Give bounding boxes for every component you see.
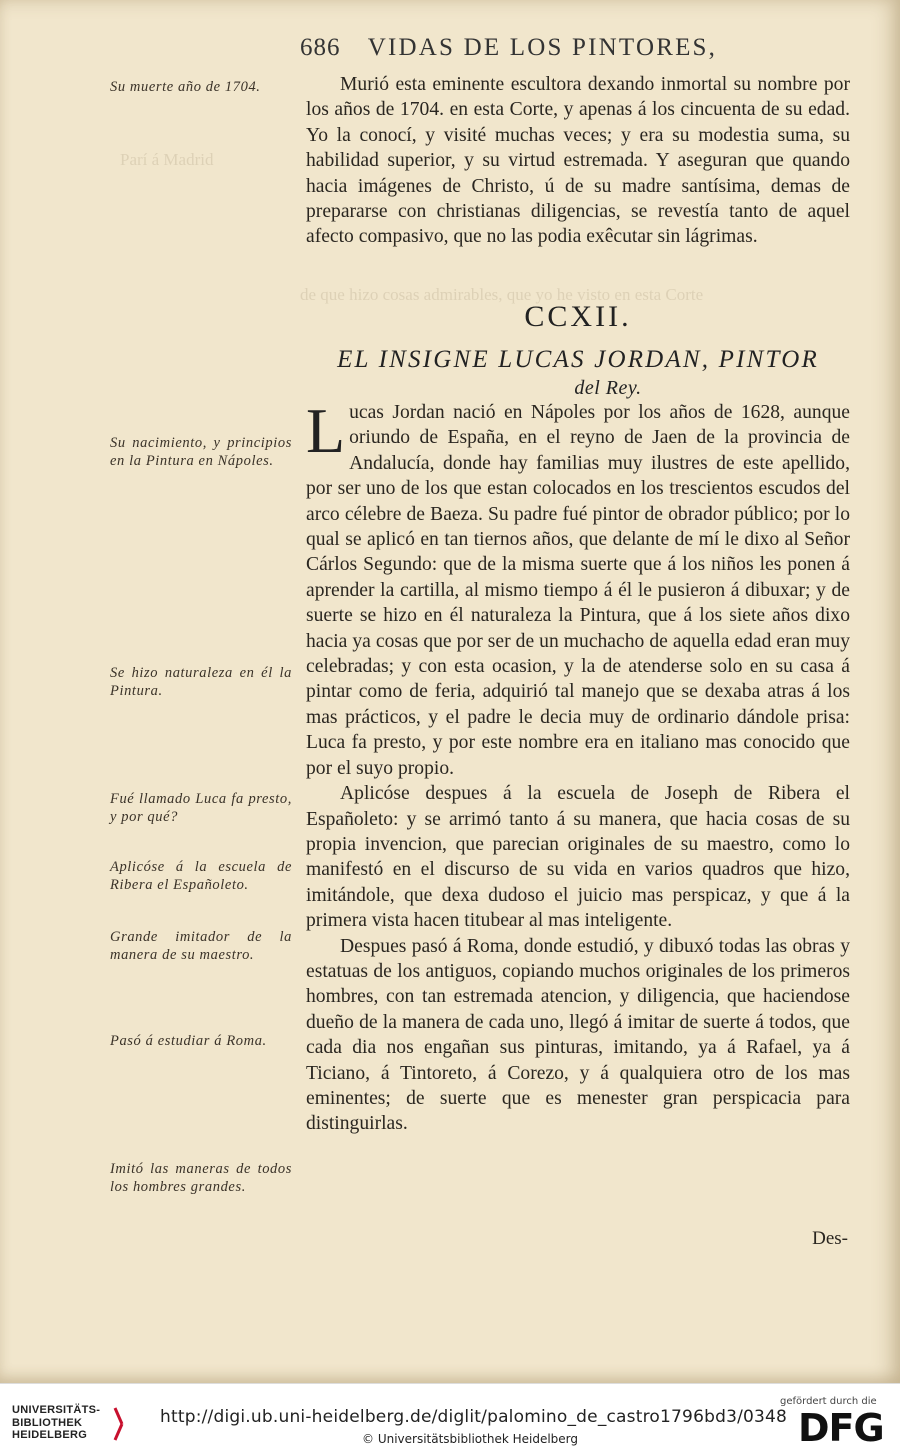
bleed-through-text: Parí á Madrid [120,150,214,169]
margin-note: Pasó á estudiar á Roma. [110,1033,267,1049]
section-subtitle: del Rey. [574,377,642,399]
dfg-logo: DFG [798,1406,884,1450]
section-title [306,346,850,402]
paragraph: Aplicóse despues á la escuela de Joseph de Ribera el Españoleto: y se arrimó tanto á su manera, que hacia cosas de su propia invencion, que parecian originales de su maestro, como lo manifestó en el discurso de su vida en varios quadros que hizo, imitándole, que dexa dudoso el juicio mas perspicaz, y que á la primera vista hacen titubear al mas inteligente. [306,783,850,932]
library-name-line: BIBLIOTHEK [12,1416,83,1429]
catchword: Des- [812,1228,848,1249]
text-block-main [306,395,850,1137]
running-title: VIDAS DE LOS PINTORES, [367,34,718,61]
section-number: CCXII. [524,300,632,333]
library-name [12,1404,100,1442]
text-block-top [306,72,850,250]
margin-note: Fué llamado Luca fa presto, y por qué? [110,791,292,825]
copyright-notice: © Universitätsbibliothek Heidelberg [362,1432,579,1446]
section-title-main: EL INSIGNE LUCAS JORDAN, PINTOR [337,346,819,373]
page-number: 686 [300,34,341,61]
library-name-line: HEIDELBERG [12,1429,88,1441]
running-header [300,34,717,62]
margin-note: Grande imitador de la manera de su maestro. [110,929,292,963]
margin-note: Aplicóse á la escuela de Ribera el Españoleto. [110,859,292,893]
margin-note: Imitó las maneras de todos los hombres grandes. [110,1161,292,1195]
paragraph: Murió esta eminente escultora dexando inmortal su nombre por los años de 1704. en esta Corte, y apenas á los cincuenta de su edad. Yo la conocí, y visité muchas veces; y era su modestia suma, su habilidad superior, y su virtud estremada. Y aseguran que quando hacia imágenes de Christo, ú de su madre santísima, demas de prepararse con christianas diligencias, se revestía tanto de aquel afecto compasivo, que no las podia exêcutar sin lágrimas. [306,74,850,248]
paragraph [306,395,850,781]
margin-note: Su muerte año de 1704. [110,79,261,95]
bleed-through-text: de que hizo cosas admirables, que yo he visto en esta Corte [300,285,704,304]
paragraph-text: ucas Jordan nació en Nápoles por los años de 1628, aunque oriundo de España, en el reyno de Jaen de la provincia de Andalucía, donde hay familias muy ilustres de este apellido, por ser uno de los que estan colocados en los trescientos escudos del arco célebre de Baeza. Su padre fué pintor de obrador público; por lo qual se aplicó en tan tiernos años, que delante de mí le dixo al Señor Cárlos Segundo: que de la misma suerte que á los niños les ponen á aprender la cartilla, al mismo tiempo á él le pusieron á dibuxar; y de suerte se hizo en él naturaleza la Pintura, que á los siete años dixo hacia ya cosas que por ser de un muchacho de aquella edad eran muy celebradas; y con esta ocasion, y la de atenderse solo en su casa á pintar como de feria, adquirió tal manejo que se dexaba atras á los mas prácticos, y el padre le decia muy de ordinario dándole prisa: Luca fa presto, y por este nombre era en italiano mas conocido que por el suyo propio. [306,402,850,779]
footer-bar [0,1383,900,1456]
funder-note: gefördert durch die [780,1396,877,1407]
permalink-url[interactable]: http://digi.ub.uni-heidelberg.de/diglit/palomino_de_castro1796bd3/0348 [160,1407,788,1427]
margin-note: Su nacimiento, y principios en la Pintura en Nápoles. [110,435,292,469]
paragraph: Despues pasó á Roma, donde estudió, y dibuxó todas las obras y estatuas de los antiguos, copiando muchos originales de los primeros hombres, con tan estremada atencion, y diligencia, que haciendose dueño de la manera de cada uno, llegó á imitar de suerte á todos, que cada dia nos engañan sus pinturas, imitando, ya á Rafael, ya á Ticiano, á Tintoreto, á Corezo, y á qualquiera otro de los mas eminentes; de suerte que es menester gran perspicacia para distinguirlas. [306,935,850,1135]
margin-note: Se hizo naturaleza en él la Pintura. [110,665,292,699]
library-name-line: UNIVERSITÄTS- [12,1404,101,1416]
drop-cap: L [306,395,346,466]
